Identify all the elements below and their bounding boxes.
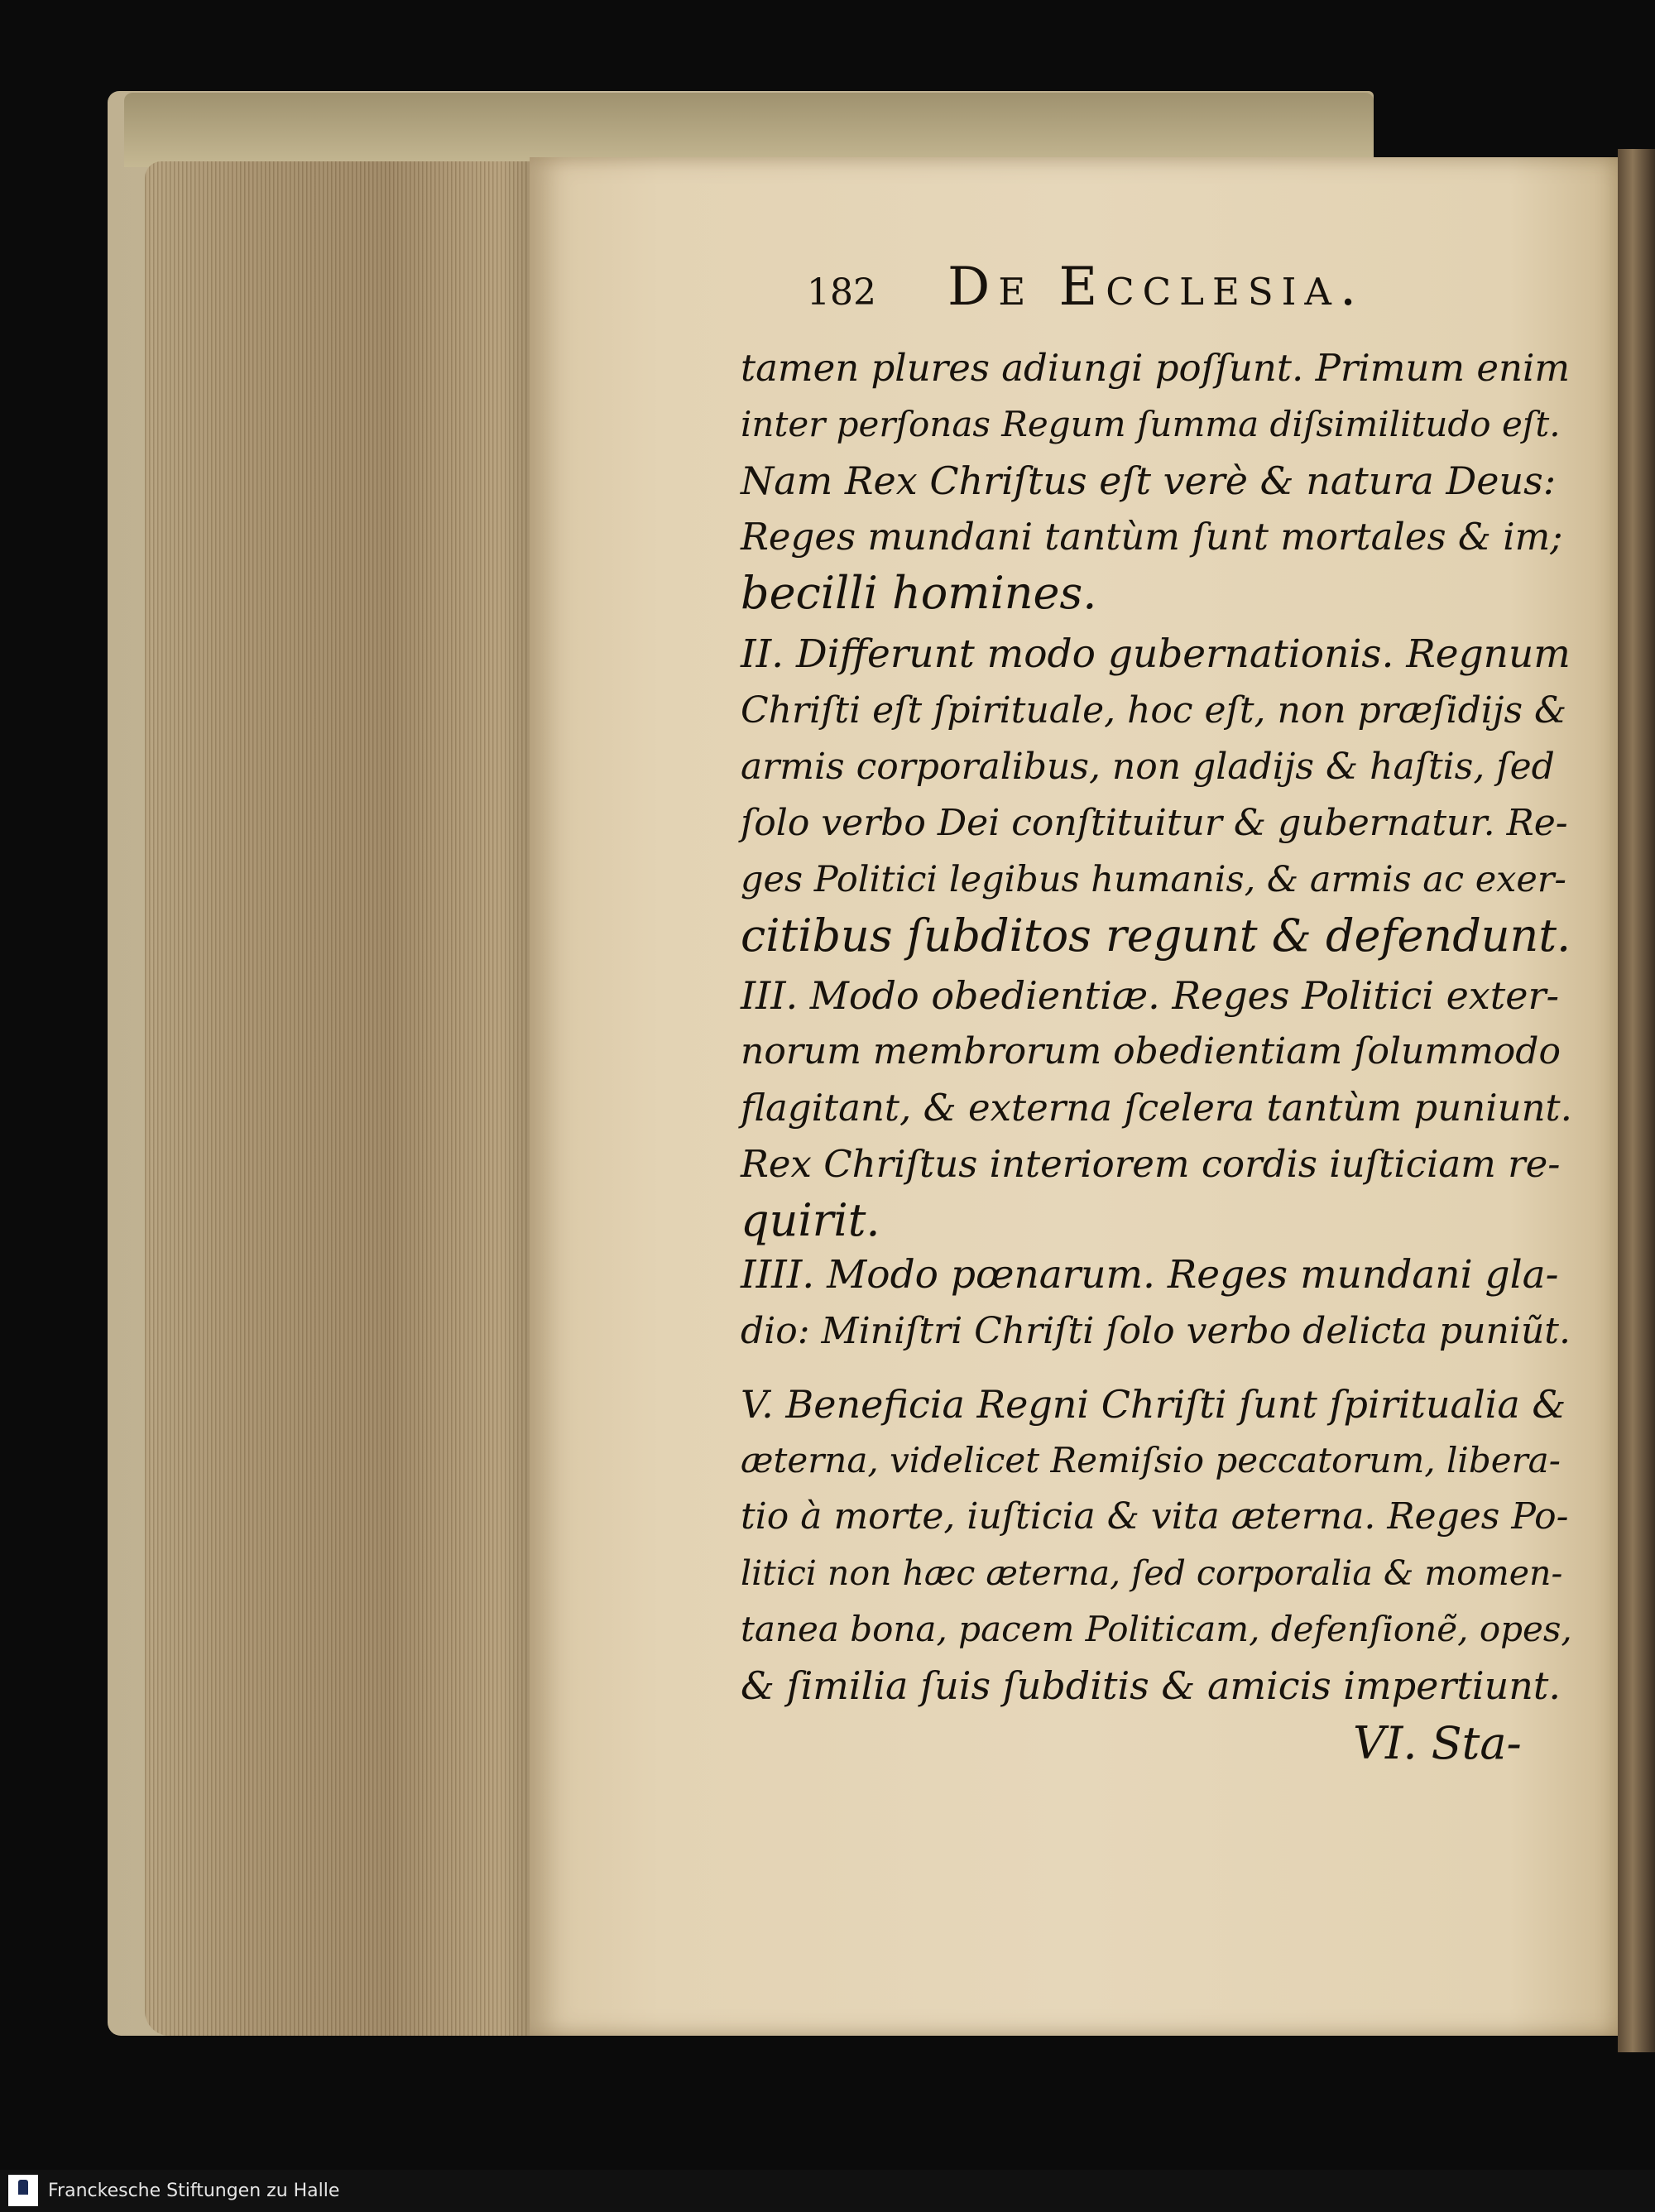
text-line: inter perſonas Regum ſumma diſsimilitudo eſt. bbox=[741, 404, 1561, 444]
text-line: dio: Miniſtri Chriſti ſolo verbo delicta puniũt. bbox=[741, 1310, 1571, 1352]
text-line: tio à morte, iuſticia & vita æterna. Reges Po- bbox=[741, 1495, 1569, 1538]
text-line: ſolo verbo Dei conſtituitur & gubernatur. Re- bbox=[741, 802, 1568, 844]
text-line: Reges mundani tantùm ſunt mortales & im; bbox=[741, 515, 1563, 559]
catchword: VI. Sta- bbox=[1353, 1717, 1522, 1769]
text-line: & ſimilia ſuis ſubditis & amicis impertiunt. bbox=[741, 1663, 1561, 1708]
text-line: citibus ſubditos regunt & defendunt. bbox=[741, 909, 1571, 962]
footer-bar bbox=[0, 2170, 1655, 2212]
text-line: IIII. Modo pœnarum. Reges mundani gla- bbox=[741, 1252, 1559, 1298]
text-line: ges Politici legibus humanis, & armis ac exer- bbox=[741, 859, 1566, 900]
text-line: armis corporalibus, non gladijs & haſtis, ſed bbox=[741, 746, 1555, 788]
text-line: æterna, videlicet Remiſsio peccatorum, libera- bbox=[741, 1440, 1561, 1480]
text-line: Chriſti eſt ſpirituale, hoc eſt, non præſidijs & bbox=[741, 689, 1567, 732]
page-number: 182 bbox=[807, 271, 876, 314]
text-line: Nam Rex Chriſtus eſt verè & natura Deus: bbox=[741, 458, 1557, 503]
text-line: quirit. bbox=[741, 1194, 880, 1246]
text-line: tamen plures adiungi poſſunt. Primum enim bbox=[741, 346, 1571, 390]
text-line: V. Beneficia Regni Chriſti ſunt ſpiritualia & bbox=[741, 1382, 1566, 1427]
text-line: tanea bona, pacem Politicam, defenſionẽ, opes, bbox=[741, 1609, 1572, 1649]
building-icon bbox=[18, 2180, 28, 2195]
text-line: II. Differunt modo gubernationis. Regnum bbox=[741, 631, 1571, 677]
page-block-fore-edge bbox=[145, 161, 550, 2036]
running-title: De Ecclesia. bbox=[947, 257, 1365, 318]
book-cover-top-edge bbox=[124, 93, 1374, 167]
page-header bbox=[741, 248, 1572, 327]
text-line: norum membrorum obedientiam ſolummodo bbox=[741, 1030, 1561, 1072]
footer-institution: Franckesche Stiftungen zu Halle bbox=[48, 2181, 340, 2201]
text-line: III. Modo obedientiæ. Reges Politici exter- bbox=[741, 973, 1560, 1018]
text-line: becilli homines. bbox=[741, 567, 1097, 619]
text-line: litici non hæc æterna, ſed corporalia & momen- bbox=[741, 1553, 1563, 1593]
institution-logo-icon bbox=[8, 2175, 38, 2206]
book-spine-edge bbox=[1618, 149, 1655, 2052]
text-line: Rex Chriſtus interiorem cordis iuſticiam re- bbox=[741, 1142, 1561, 1186]
text-line: flagitant, & externa ſcelera tantùm puniunt. bbox=[741, 1086, 1572, 1130]
